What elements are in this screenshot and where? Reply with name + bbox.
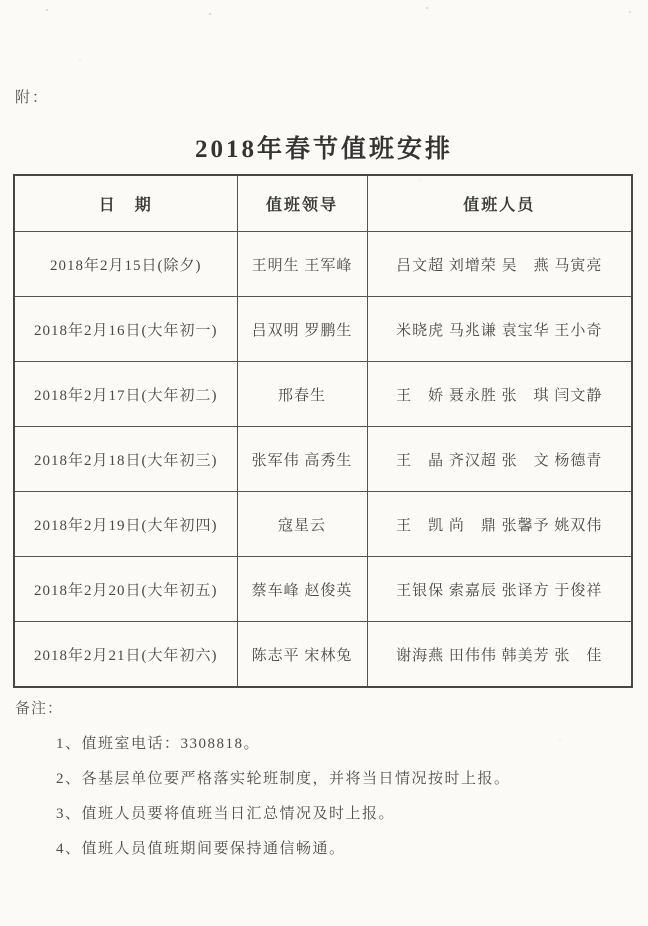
date-cell: 2018年2月16日(大年初一) bbox=[14, 297, 237, 362]
leaders-cell: 陈志平 宋林兔 bbox=[237, 622, 367, 688]
scan-speckle bbox=[629, 11, 631, 13]
notes-section bbox=[15, 697, 623, 858]
note-item: 3、值班人员要将值班当日汇总情况及时上报。 bbox=[56, 806, 396, 822]
schedule-row bbox=[14, 232, 632, 297]
note-item: 1、值班室电话：3308818。 bbox=[56, 736, 261, 752]
column-header-staff: 值班人员 bbox=[367, 175, 632, 232]
header-row bbox=[14, 175, 632, 232]
duty-schedule-table bbox=[13, 174, 633, 688]
leaders-cell: 寇星云 bbox=[237, 492, 367, 557]
leaders-cell: 邢春生 bbox=[237, 362, 367, 427]
schedule-row bbox=[14, 427, 632, 492]
schedule-row bbox=[14, 622, 632, 688]
staff-cell: 王 娇 聂永胜 张 琪 闫文静 bbox=[367, 362, 632, 427]
leaders-cell: 吕双明 罗鹏生 bbox=[237, 297, 367, 362]
note-item: 4、值班人员值班期间要保持通信畅通。 bbox=[56, 841, 346, 857]
date-cell: 2018年2月21日(大年初六) bbox=[14, 622, 237, 688]
leaders-cell: 蔡车峰 赵俊英 bbox=[237, 557, 367, 622]
schedule-row bbox=[14, 492, 632, 557]
notes-label: 备注： bbox=[15, 701, 64, 717]
leaders-cell: 王明生 王军峰 bbox=[237, 232, 367, 297]
staff-cell: 王银保 索嘉辰 张译方 于俊祥 bbox=[367, 557, 632, 622]
date-cell: 2018年2月15日(除夕) bbox=[14, 232, 237, 297]
scan-speckle bbox=[209, 13, 211, 15]
document-title: 2018年春节值班安排 bbox=[194, 136, 453, 163]
schedule-row bbox=[14, 297, 632, 362]
attachment-label: 附： bbox=[15, 90, 50, 106]
scan-speckle bbox=[46, 9, 48, 11]
staff-cell: 王 凯 尚 鼎 张馨予 姚双伟 bbox=[367, 492, 632, 557]
staff-cell: 米晓虎 马兆谦 袁宝华 王小奇 bbox=[367, 297, 632, 362]
leaders-cell: 张军伟 高秀生 bbox=[237, 427, 367, 492]
date-cell: 2018年2月18日(大年初三) bbox=[14, 427, 237, 492]
schedule-row bbox=[14, 362, 632, 427]
staff-cell: 谢海燕 田伟伟 韩美芳 张 佳 bbox=[367, 622, 632, 688]
date-cell: 2018年2月20日(大年初五) bbox=[14, 557, 237, 622]
column-header-leaders: 值班领导 bbox=[237, 175, 367, 232]
date-cell: 2018年2月19日(大年初四) bbox=[14, 492, 237, 557]
schedule-row bbox=[14, 557, 632, 622]
date-cell: 2018年2月17日(大年初二) bbox=[14, 362, 237, 427]
staff-cell: 王 晶 齐汉超 张 文 杨德青 bbox=[367, 427, 632, 492]
note-item: 2、各基层单位要严格落实轮班制度，并将当日情况按时上报。 bbox=[56, 771, 511, 787]
staff-cell: 吕文超 刘增荣 吴 燕 马寅亮 bbox=[367, 232, 632, 297]
scan-speckle bbox=[426, 7, 428, 9]
column-header-date: 日 期 bbox=[14, 175, 237, 232]
